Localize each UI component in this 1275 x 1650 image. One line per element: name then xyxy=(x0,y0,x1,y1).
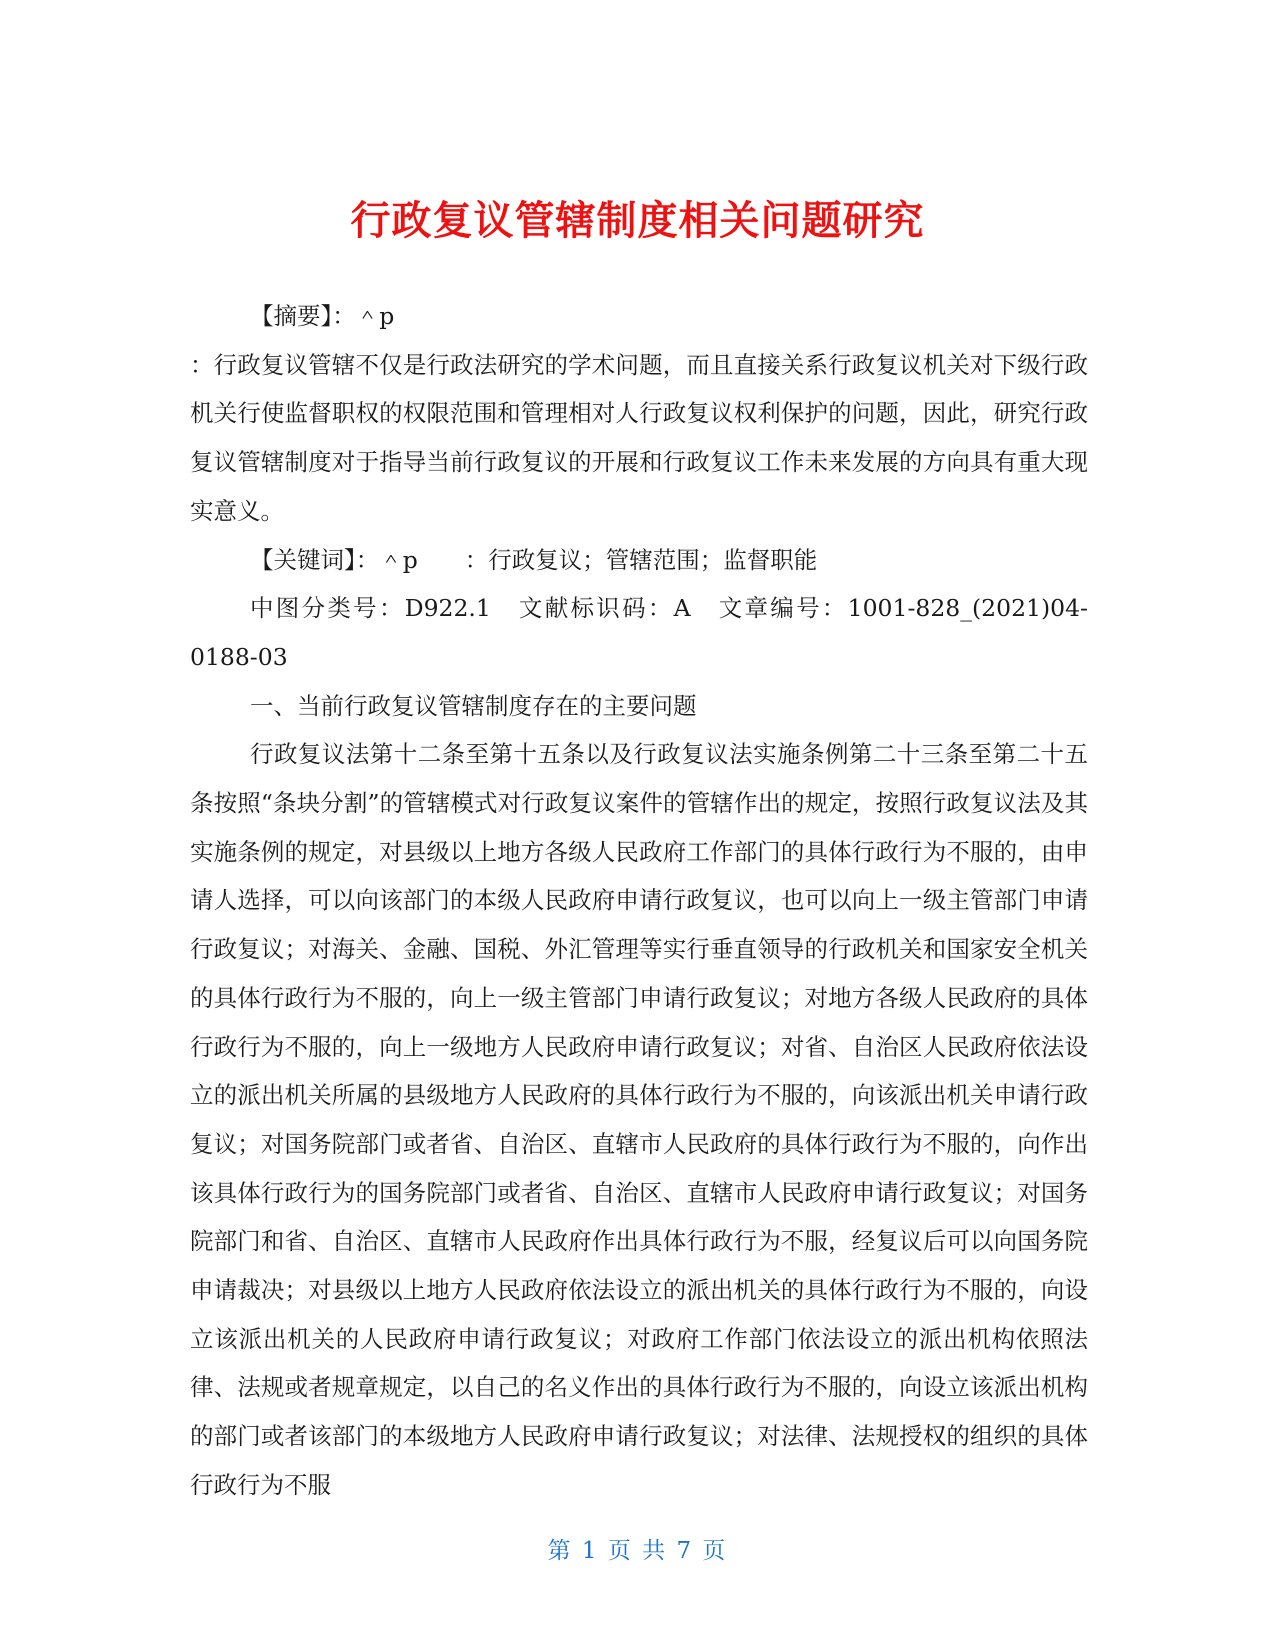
section-heading: 一、当前行政复议管辖制度存在的主要问题 xyxy=(250,691,697,720)
classification-line: 中图分类号：D922.1 文献标识码：A 文章编号：1001-828_(2021)04-0188-03 xyxy=(190,594,1088,671)
page-number-footer: 第 1 页 共 7 页 xyxy=(547,1538,728,1564)
abstract-label: 【摘要】：＾p xyxy=(250,302,395,330)
document-title: 行政复议管辖制度相关问题研究 xyxy=(350,197,925,244)
keywords-line: 【关键词】：＾p ：行政复议；管辖范围；监督职能 xyxy=(250,545,818,574)
abstract-text: ：行政复议管辖不仅是行政法研究的学术问题，而且直接关系行政复议机关对下级行政机关行使监督职权的权限范围和管理相对人行政复议权利保护的问题，因此，研究行政复议管辖制度对于指导当前行政复议的开展和行政复议工作未来发展的方向具有重大现实意义。 xyxy=(190,350,1088,525)
document-body xyxy=(190,292,1088,1510)
body-paragraph: 行政复议法第十二条至第十五条以及行政复议法实施条例第二十三条至第二十五条按照“条块分割”的管辖模式对行政复议案件的管辖作出的规定，按照行政复议法及其实施条例的规定，对县级以上地方各级人民政府工作部门的具体行政行为不服的，由申请人选择，可以向该部门的本级人民政府申请行政复议，也可以向上一级主管部门申请行政复议；对海关、金融、国税、外汇管理等实行垂直领导的行政机关和国家安全机关的具体行政行为不服的，向上一级主管部门申请行政复议；对地方各级人民政府的具体行政行为不服的，向上一级地方人民政府申请行政复议；对省、自治区人民政府依法设立的派出机关所属的县级地方人民政府的具体行政行为不服的，向该派出机关申请行政复议；对国务院部门或者省、自治区、直辖市人民政府的具体行政行为不服的，向作出该具体行政行为的国务院部门或者省、自治区、直辖市人民政府申请行政复议；对国务院部门和省、自治区、直辖市人民政府作出具体行政行为不服，经复议后可以向国务院申请裁决；对县级以上地方人民政府依法设立的派出机关的具体行政行为不服的，向设立该派出机关的人民政府申请行政复议；对政府工作部门依法设立的派出机构依照法律、法规或者规章规定，以自己的名义作出的具体行政行为不服的，向设立该派出机构的部门或者该部门的本级地方人民政府申请行政复议；对法律、法规授权的组织的具体行政行为不服 xyxy=(190,740,1088,1499)
